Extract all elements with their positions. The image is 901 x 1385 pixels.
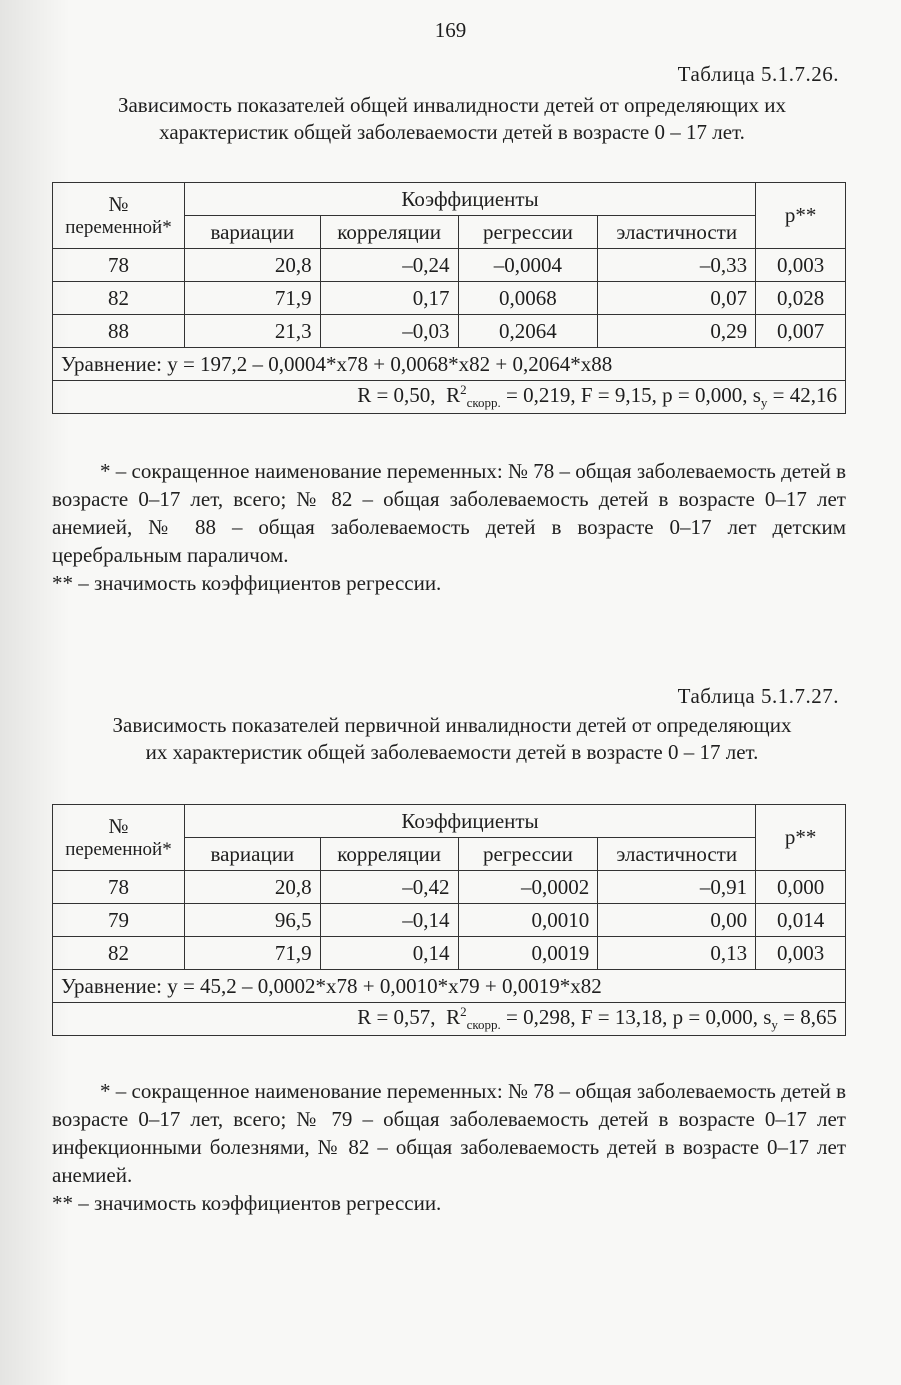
table-row <box>53 249 846 282</box>
table-row <box>53 937 846 970</box>
note-significance: ** – значимость коэффициентов регрессии. <box>52 1191 442 1215</box>
cell-elasticity: 0,29 <box>598 315 756 348</box>
stat-sy: = 8,65 <box>783 1005 837 1030</box>
cell-correlation: 0,14 <box>320 937 458 970</box>
cell-elasticity: 0,07 <box>598 282 756 315</box>
table-caption <box>62 712 842 766</box>
cell-regression: –0,0004 <box>458 249 598 282</box>
cell-correlation: –0,14 <box>320 904 458 937</box>
note-variables: * – сокращенное наименование переменных: № 78 – общая заболеваемость детей в возрасте 0–17 лет, всего; № 82 – общая заболеваемость детей в возрасте 0–17 лет анемией, № 88 – общая заболеваемость детей в возрасте 0–17 лет детским церебральным параличом. <box>52 459 846 567</box>
stat-r2: $R^2_{скорр.}$ <box>446 1004 501 1033</box>
cell-p: 0,003 <box>756 937 846 970</box>
cell-elasticity: 0,00 <box>598 904 756 937</box>
cell-variation: 20,8 <box>184 871 320 904</box>
cell-num: 78 <box>53 249 185 282</box>
cell-num: 78 <box>53 871 185 904</box>
table-row <box>53 282 846 315</box>
statistics-row <box>53 381 846 414</box>
coefficients-table <box>52 182 846 414</box>
regression-equation: Уравнение: y = 197,2 – 0,0004*x78 + 0,0068*x82 + 0,2064*x88 <box>53 348 846 381</box>
cell-correlation: –0,42 <box>320 871 458 904</box>
cell-variation: 20,8 <box>184 249 320 282</box>
stat-sy-sub: y <box>760 395 768 411</box>
header-elasticity: эластичности <box>598 838 756 871</box>
header-num-label: переменной* <box>65 217 172 238</box>
cell-p: 0,003 <box>756 249 846 282</box>
stat-r: R = 0,57, <box>357 1005 436 1030</box>
cell-p: 0,014 <box>756 904 846 937</box>
cell-regression: –0,0002 <box>458 871 598 904</box>
header-variation: вариации <box>184 216 320 249</box>
table-row <box>53 871 846 904</box>
cell-variation: 71,9 <box>184 282 320 315</box>
header-row <box>53 805 846 838</box>
cell-variation: 96,5 <box>184 904 320 937</box>
cell-elasticity: 0,13 <box>598 937 756 970</box>
cell-regression: 0,0068 <box>458 282 598 315</box>
stat-sy-sub: y <box>771 1017 778 1033</box>
regression-equation: Уравнение: y = 45,2 – 0,0002*x78 + 0,0010*x79 + 0,0019*x82 <box>53 970 846 1003</box>
regression-statistics <box>53 381 846 414</box>
cell-p: 0,000 <box>756 871 846 904</box>
table-caption <box>62 92 842 146</box>
cell-correlation: –0,03 <box>320 315 458 348</box>
cell-variation: 71,9 <box>184 937 320 970</box>
header-row <box>53 183 846 216</box>
header-elasticity: эластичности <box>598 216 756 249</box>
header-p: p** <box>756 183 846 249</box>
header-coefficients: Коэффициенты <box>184 183 755 216</box>
stat-r: R = 0,50, <box>357 383 436 408</box>
equation-row <box>53 970 846 1003</box>
regression-statistics <box>53 1003 846 1036</box>
table-label: Таблица 5.1.7.27. <box>677 684 839 708</box>
header-num-symbol: № <box>108 192 129 216</box>
table-label: Таблица 5.1.7.26. <box>677 62 839 86</box>
cell-elasticity: –0,91 <box>598 871 756 904</box>
cell-correlation: –0,24 <box>320 249 458 282</box>
header-regression: регрессии <box>458 216 598 249</box>
cell-regression: 0,0010 <box>458 904 598 937</box>
header-num-label: переменной* <box>65 839 172 860</box>
header-regression: регрессии <box>458 838 598 871</box>
cell-variation: 21,3 <box>184 315 320 348</box>
cell-num: 82 <box>53 937 185 970</box>
cell-p: 0,028 <box>756 282 846 315</box>
header-variable-number <box>53 183 185 249</box>
cell-correlation: 0,17 <box>320 282 458 315</box>
stat-sy: = 42,16 <box>772 383 837 408</box>
table-notes <box>52 457 846 597</box>
cell-regression: 0,2064 <box>458 315 598 348</box>
note-significance: ** – значимость коэффициентов регрессии. <box>52 571 442 595</box>
header-p: p** <box>756 805 846 871</box>
note-variables: * – сокращенное наименование переменных: № 78 – общая заболеваемость детей в возрасте 0–17 лет, всего; № 79 – общая заболеваемость детей в возрасте 0–17 лет инфекционными болезнями, № 82 – общая заболеваемость детей в возрасте 0–17 лет анемией. <box>52 1079 846 1187</box>
caption-line: характеристик общей заболеваемости детей в возрасте 0 – 17 лет. <box>159 120 745 144</box>
stat-values: = 0,219, F = 9,15, p = 0,000, s <box>506 383 761 408</box>
cell-num: 82 <box>53 282 185 315</box>
header-coefficients: Коэффициенты <box>184 805 755 838</box>
cell-elasticity: –0,33 <box>598 249 756 282</box>
table-row <box>53 315 846 348</box>
header-variable-number <box>53 805 185 871</box>
caption-line: Зависимость показателей общей инвалидности детей от определяющих их <box>117 93 787 117</box>
statistics-row <box>53 1003 846 1036</box>
stat-r2: $R^2_{скорр.}$ <box>446 382 501 411</box>
equation-row <box>53 348 846 381</box>
cell-p: 0,007 <box>756 315 846 348</box>
table-row <box>53 904 846 937</box>
page-number: 169 <box>434 18 467 42</box>
cell-num: 88 <box>53 315 185 348</box>
caption-line: их характеристик общей заболеваемости детей в возрасте 0 – 17 лет. <box>145 740 759 764</box>
coefficients-table <box>52 804 846 1036</box>
header-num-symbol: № <box>108 814 129 838</box>
header-correlation: корреляции <box>320 216 458 249</box>
caption-line: Зависимость показателей первичной инвалидности детей от определяющих <box>112 713 792 737</box>
header-variation: вариации <box>184 838 320 871</box>
header-correlation: корреляции <box>320 838 458 871</box>
cell-num: 79 <box>53 904 185 937</box>
stat-values: = 0,298, F = 13,18, p = 0,000, s <box>506 1005 772 1030</box>
table-notes <box>52 1077 846 1217</box>
cell-regression: 0,0019 <box>458 937 598 970</box>
